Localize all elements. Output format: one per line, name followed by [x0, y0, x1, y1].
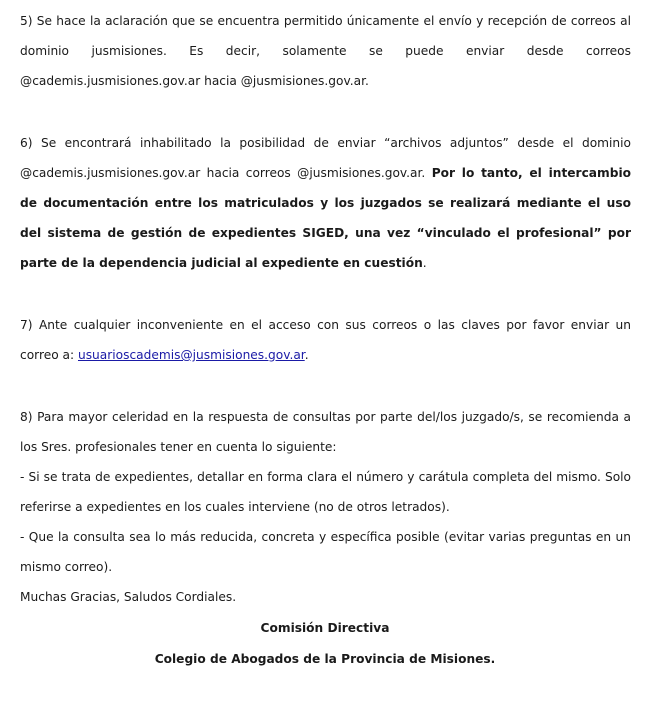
- paragraph-6-end: .: [422, 256, 427, 270]
- paragraph-5: 5) Se hace la aclaración que se encuentra permitido únicamente el envío y recepción de correos al dominio jusmisiones. Es decir, solamente se puede enviar desde correos @cademis.jusmisiones.gov.ar hacia @jusmisiones.gov.ar.: [20, 14, 631, 88]
- signature-line-2: Colegio de Abogados de la Provincia de Misiones.: [154, 652, 496, 666]
- paragraph-7-text: 7) Ante cualquier inconveniente en el acceso con sus correos o las claves por favor enviar un correo a:: [20, 318, 631, 362]
- closing-greeting: Muchas Gracias, Saludos Cordiales.: [20, 590, 237, 604]
- paragraph-7-end: .: [304, 348, 309, 362]
- paragraph-8-item-2: - Que la consulta sea lo más reducida, concreta y específica posible (evitar varias preguntas en un mismo correo).: [20, 530, 631, 574]
- paragraph-6: [20, 128, 631, 278]
- support-email-link[interactable]: usuarioscademis@jusmisiones.gov.ar: [77, 348, 305, 362]
- paragraph-8-item-1: - Si se trata de expedientes, detallar en forma clara el número y carátula completa del mismo. Solo referirse a expedientes en los cuales interviene (no de otros letrados).: [20, 470, 631, 514]
- paragraph-8-intro: 8) Para mayor celeridad en la respuesta de consultas por parte del/los juzgado/s, se recomienda a los Sres. profesionales tener en cuenta lo siguiente:: [20, 410, 631, 454]
- signature-line-1: Comisión Directiva: [260, 621, 390, 635]
- paragraph-7: [20, 310, 631, 370]
- paragraph-6-bold-text: Por lo tanto, el intercambio de documentación entre los matriculados y los juzgados se realizará mediante el uso del sistema de gestión de expedientes SIGED, una vez “vinculado el profesional” por parte de la dependencia judicial al expediente en cuestión: [20, 166, 631, 270]
- paragraph-6-text: 6) Se encontrará inhabilitado la posibilidad de enviar “archivos adjuntos” desde el dominio @cademis.jusmisiones.gov.ar hacia correos @jusmisiones.gov.ar.: [20, 136, 631, 180]
